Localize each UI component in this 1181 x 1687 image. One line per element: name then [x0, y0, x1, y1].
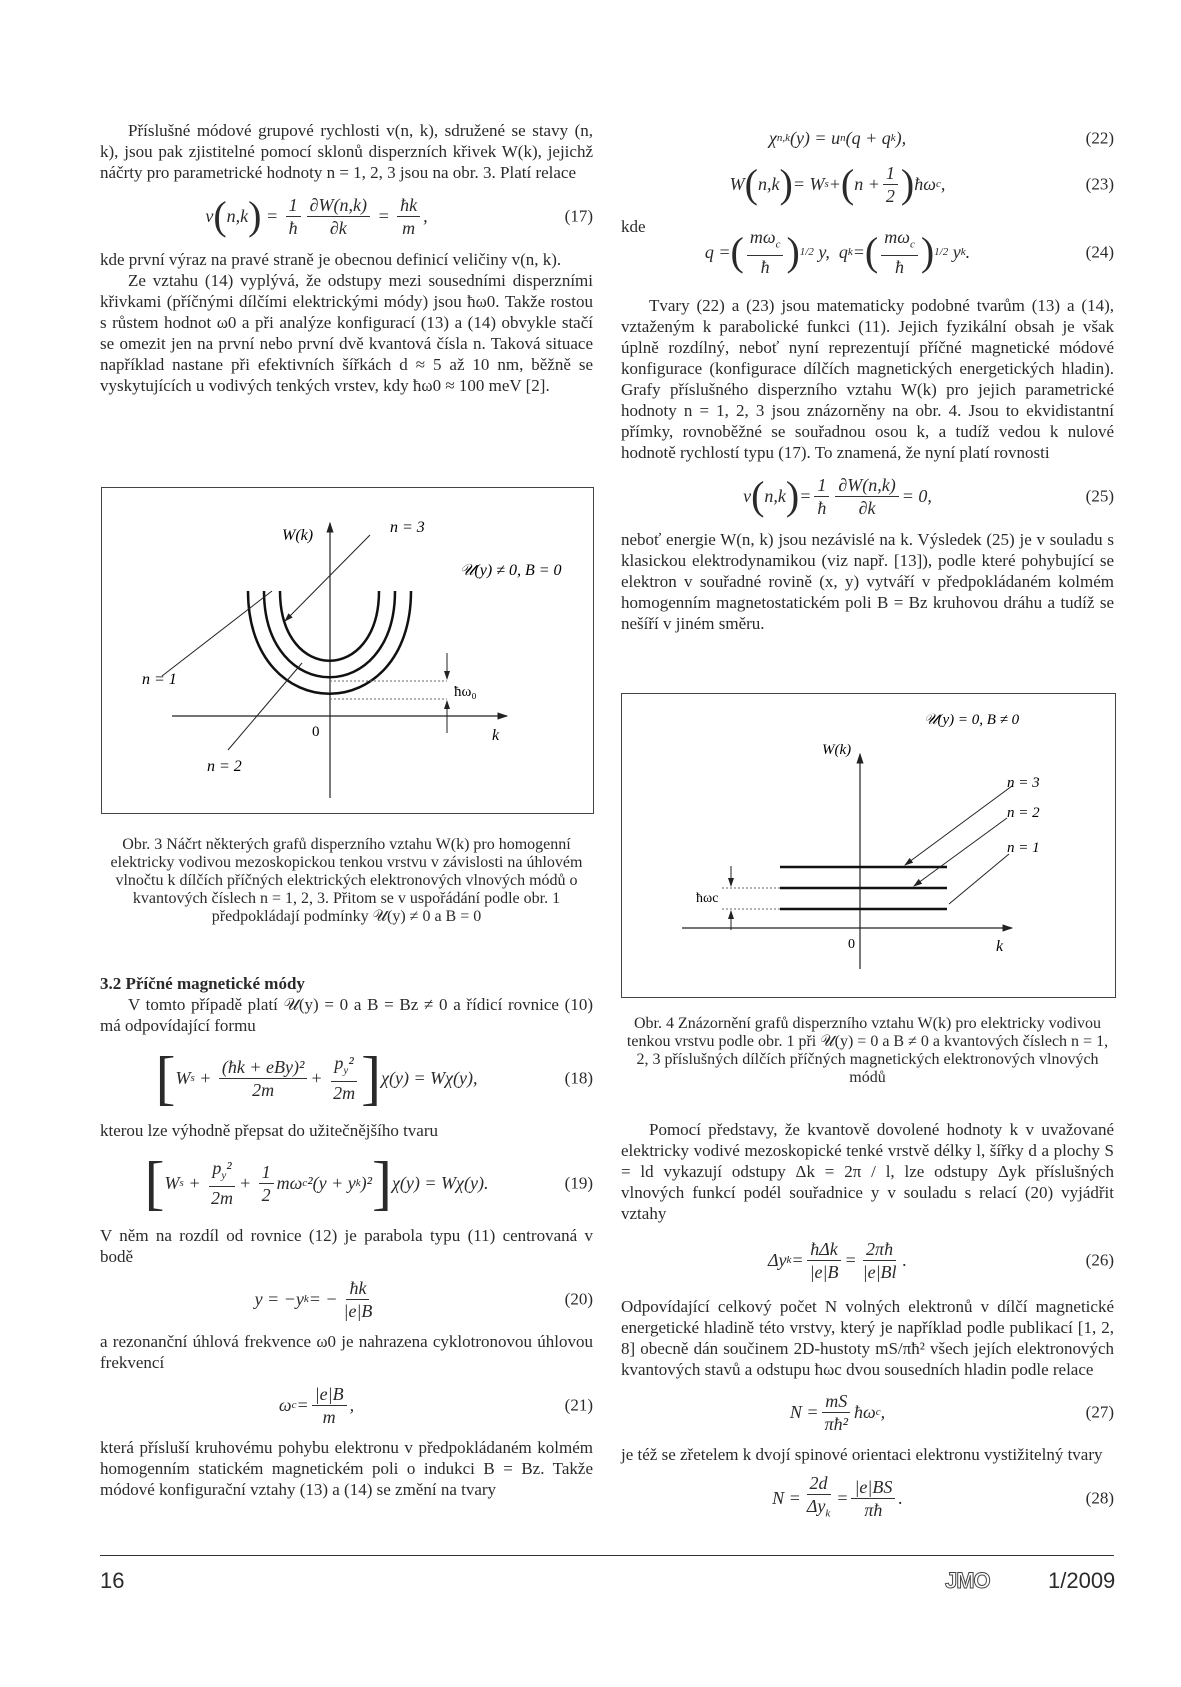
- equation-17: v ( n,k ) = $\frac{1}{ħ}$ $\frac{\partial W(n,k)}{\partial k}$ = $\frac{ħk}{m}$ , (17): [205, 193, 593, 238]
- x-axis-label: k: [492, 727, 500, 744]
- equation-21: ω c = $\frac{|e|B}{m}$ , (21): [278, 1383, 593, 1427]
- paragraph: V něm na rozdíl od rovnice (12) je parabola typu (11) centrovaná v bodě: [100, 1226, 593, 1266]
- equation-18: [ W s + $\frac{\text{(ħk + eBy)²}}{2m}$ + $\frac{p_y^2}{2m}$ ] χ(y) = Wχ(y), (18): [155, 1045, 593, 1111]
- y-axis-label: W(k): [822, 742, 852, 758]
- paragraph: kterou lze výhodně přepsat do užitečnějšího tvaru: [100, 1121, 438, 1140]
- equation-23: W ( n,k ) = W s + ( n + $\frac{1}{2}$ ) ħω c , (23): [729, 161, 1114, 206]
- issue-number: 1/2009: [1048, 1568, 1116, 1593]
- journal-logo: JMO: [945, 1568, 990, 1593]
- equation-number: (19): [564, 1173, 593, 1193]
- paragraph: kde první výraz na pravé straně je obecnou definicí veličiny v(n, k).: [100, 250, 562, 269]
- paragraph: Tvary (22) a (23) jsou matematicky podobné tvarům (13) a (14), vztaženým k parabolické funkci (11). Jejich fyzikální obsah je však úplně rozdílný, neboť nyní reprezentují příčné magnetické módové konfigurace (konfigurace dílčích magnetických energetických hladin). Grafy příslušného disperzního vztahu W(k) pro jejich parametrické hodnoty n = 1, 2, 3 jsou znázorněny na obr. 4. Jsou to ekvidistantní přímky, rovnoběžné se souřadnou osou k, a tudíž vedou k nulové hodnotě rychlostí typu (17). To znamená, že nyní platí rovnosti: [621, 296, 1114, 462]
- paragraph: Příslušné módové grupové rychlosti v(n, k), sdružené se stavy (n, k), jsou pak zjistitelné pomocí sklonů disperzních křivek W(k), jejichž náčrty pro parametrické hodnoty n = 1, 2, 3 jsou na obr. 3. Platí relace: [100, 121, 593, 182]
- n1-label: n = 1: [1007, 840, 1040, 856]
- equation-26: Δy k = $\frac{\text{ħΔk}}{|e|B}$ = $\frac{2\pi ħ}{|e|Bl}$ . (26): [767, 1238, 1114, 1282]
- n1-label: n = 1: [142, 671, 177, 688]
- left-column-lower: [100, 973, 593, 1500]
- equation-27: N = $\frac{mS}{\text{πħ²}}$ ħω c , (27): [789, 1390, 1114, 1434]
- equation-22: χ n,k (y) = u n (q + q k ), (22): [768, 127, 1114, 148]
- equation-number: (18): [564, 1068, 593, 1088]
- section-heading: 3.2 Příčné magnetické módy: [100, 974, 305, 993]
- equation-number: (27): [1085, 1402, 1114, 1422]
- right-column-lower: [621, 1119, 1114, 1531]
- figure-3-chart: [102, 488, 593, 813]
- spacing-label: ħωc: [696, 891, 719, 906]
- equation-number: (28): [1085, 1488, 1114, 1508]
- paragraph: kde: [621, 217, 646, 236]
- condition-label: 𝒰(y) = 0, B ≠ 0: [924, 712, 1020, 728]
- equation-number: (23): [1085, 174, 1114, 194]
- n2-label: n = 2: [207, 758, 242, 775]
- paragraph: Odpovídající celkový počet N volných elektronů v dílčí magnetické energetické hladině této vrstvy, který je například podle publikací [1, 2, 8] obecně dán součinem 2D-hustoty mS/πħ² všech jejích elektronových kvantových stavů a odstupu ħωc dvou sousedních hladin podle relace: [621, 1297, 1114, 1379]
- n3-label: n = 3: [1007, 775, 1040, 791]
- figure-4: [621, 693, 1116, 998]
- y-axis-label: W(k): [282, 527, 314, 544]
- footer-divider: [100, 1555, 1114, 1556]
- origin-label: 0: [312, 724, 320, 740]
- spacing-label: ħω₀: [454, 684, 477, 700]
- paragraph: a rezonanční úhlová frekvence ω0 je nahrazena cyklotronovou úhlovou frekvencí: [100, 1332, 593, 1372]
- paragraph: V tomto případě platí 𝒰(y) = 0 a B = Bz ≠ 0 a řídicí rovnice (10) má odpovídající formu: [100, 995, 593, 1035]
- pointer-n3: [285, 535, 370, 621]
- equation-24: q = ( $\frac{m\omega_c}{ħ}$ ) 1/2 y, q k = ( $\frac{m\omega_c}{ħ}$ ) 1/2 y k . (24): [704, 226, 1114, 278]
- figure-3-caption: Obr. 3 Náčrt některých grafů disperzního vztahu W(k) pro homogenní elektricky vodivou mezoskopickou tenkou vrstvu v závislosti na úhlovém vlnočtu k dílčích příčných elektrických elektronových vlnových módů o kvantových číslech n = 1, 2, 3. Přitom se v uspořádání podle obr. 1 předpokládají podmínky 𝒰(y) ≠ 0 a B = 0: [110, 836, 583, 925]
- pointer-n1: [162, 591, 272, 676]
- x-axis-label: k: [996, 938, 1004, 955]
- paragraph: Pomocí představy, že kvantově dovolené hodnoty k v uvažované elektricky vodivé mezoskopické tenké vrstvě délky l, šířky d a plochy S = ld vykazují odstupy Δk = 2π / l, lze odstupy Δyk příslušných vlnových funkcí podél souřadnice y v souladu s relací (20) vyjádřit vztahy: [621, 1120, 1114, 1223]
- equation-number: (24): [1085, 242, 1114, 262]
- equation-19: [ W s + $\frac{p_y^2}{2m}$ + $\frac{1}{2}$ mω c ²(y + y k )² ] χ(y) = Wχ(y). (19): [144, 1150, 593, 1216]
- equation-number: (21): [564, 1395, 593, 1415]
- equation-25: v ( n,k ) = $\frac{1}{ħ}$ $\frac{\partial W(n,k)}{\partial k}$ = 0, (25): [743, 473, 1114, 518]
- equation-number: (17): [564, 206, 593, 226]
- figure-4-caption: Obr. 4 Znázornění grafů disperzního vztahu W(k) pro elektricky vodivou tenkou vrstvu podle obr. 1 při 𝒰(y) = 0 a B ≠ 0 a kvantových číslech n = 1, 2, 3 příslušných dílčích příčných magnetických elektronových vlnových módů: [626, 1015, 1109, 1086]
- page-number: 16: [100, 1568, 125, 1593]
- figure-3: [101, 487, 594, 814]
- right-column: [621, 120, 1114, 634]
- equation-20: y = −y k = − $\frac{ħk}{|e|B}$ (20): [254, 1277, 593, 1321]
- paragraph: neboť energie W(n, k) jsou nezávislé na k. Výsledek (25) je v souladu s klasickou elektrodynamikou (viz např. [13]), podle které pohybující se elektron v souřadné rovině (x, y) vytváří v předpokládaném kolmém homogenním magnetostatickém poli B = Bz kruhovou dráhu a tudíž se nešíří v jiném směru.: [621, 530, 1114, 633]
- equation-28: N = $\frac{2d}{\Delta y_k}$ = $\frac{|e|BS}{\pi ħ}$ . (28): [772, 1472, 1114, 1520]
- equation-number: (20): [564, 1289, 593, 1309]
- n3-label: n = 3: [390, 519, 425, 536]
- paragraph: Ze vztahu (14) vyplývá, že odstupy mezi sousedními disperzními křivkami (příčnými dílčími elektrickými módy) jsou ħω0. Takže rostou s růstem hodnot ω0 a při analýze konfigurací (13) a (14) obvykle stačí se omezit jen na první nebo první dvě kvantová čísla n. Taková situace například nastane při efektivních šířkách d ≈ 5 až 10 nm, běžně se vyskytujících u vodivých tenkých vrstev, kdy ħω0 ≈ 100 meV [2].: [100, 271, 593, 395]
- pointer-n2: [228, 663, 302, 750]
- equation-number: (26): [1085, 1250, 1114, 1270]
- origin-label: 0: [848, 937, 855, 952]
- equation-number: (22): [1085, 128, 1114, 148]
- paragraph: je též se zřetelem k dvojí spinové orientaci elektronu vystižitelný tvary: [621, 1445, 1103, 1464]
- figure-4-chart: [622, 694, 1115, 997]
- n2-label: n = 2: [1007, 805, 1040, 821]
- left-column: [100, 120, 593, 396]
- condition-label: 𝒰(y) ≠ 0, B = 0: [460, 562, 562, 579]
- paragraph: která přísluší kruhovému pohybu elektronu v předpokládaném kolmém homogenním statickém magnetickém poli o indukci B = Bz. Takže módové konfigurační vztahy (13) a (14) se změní na tvary: [100, 1438, 593, 1499]
- equation-number: (25): [1085, 486, 1114, 506]
